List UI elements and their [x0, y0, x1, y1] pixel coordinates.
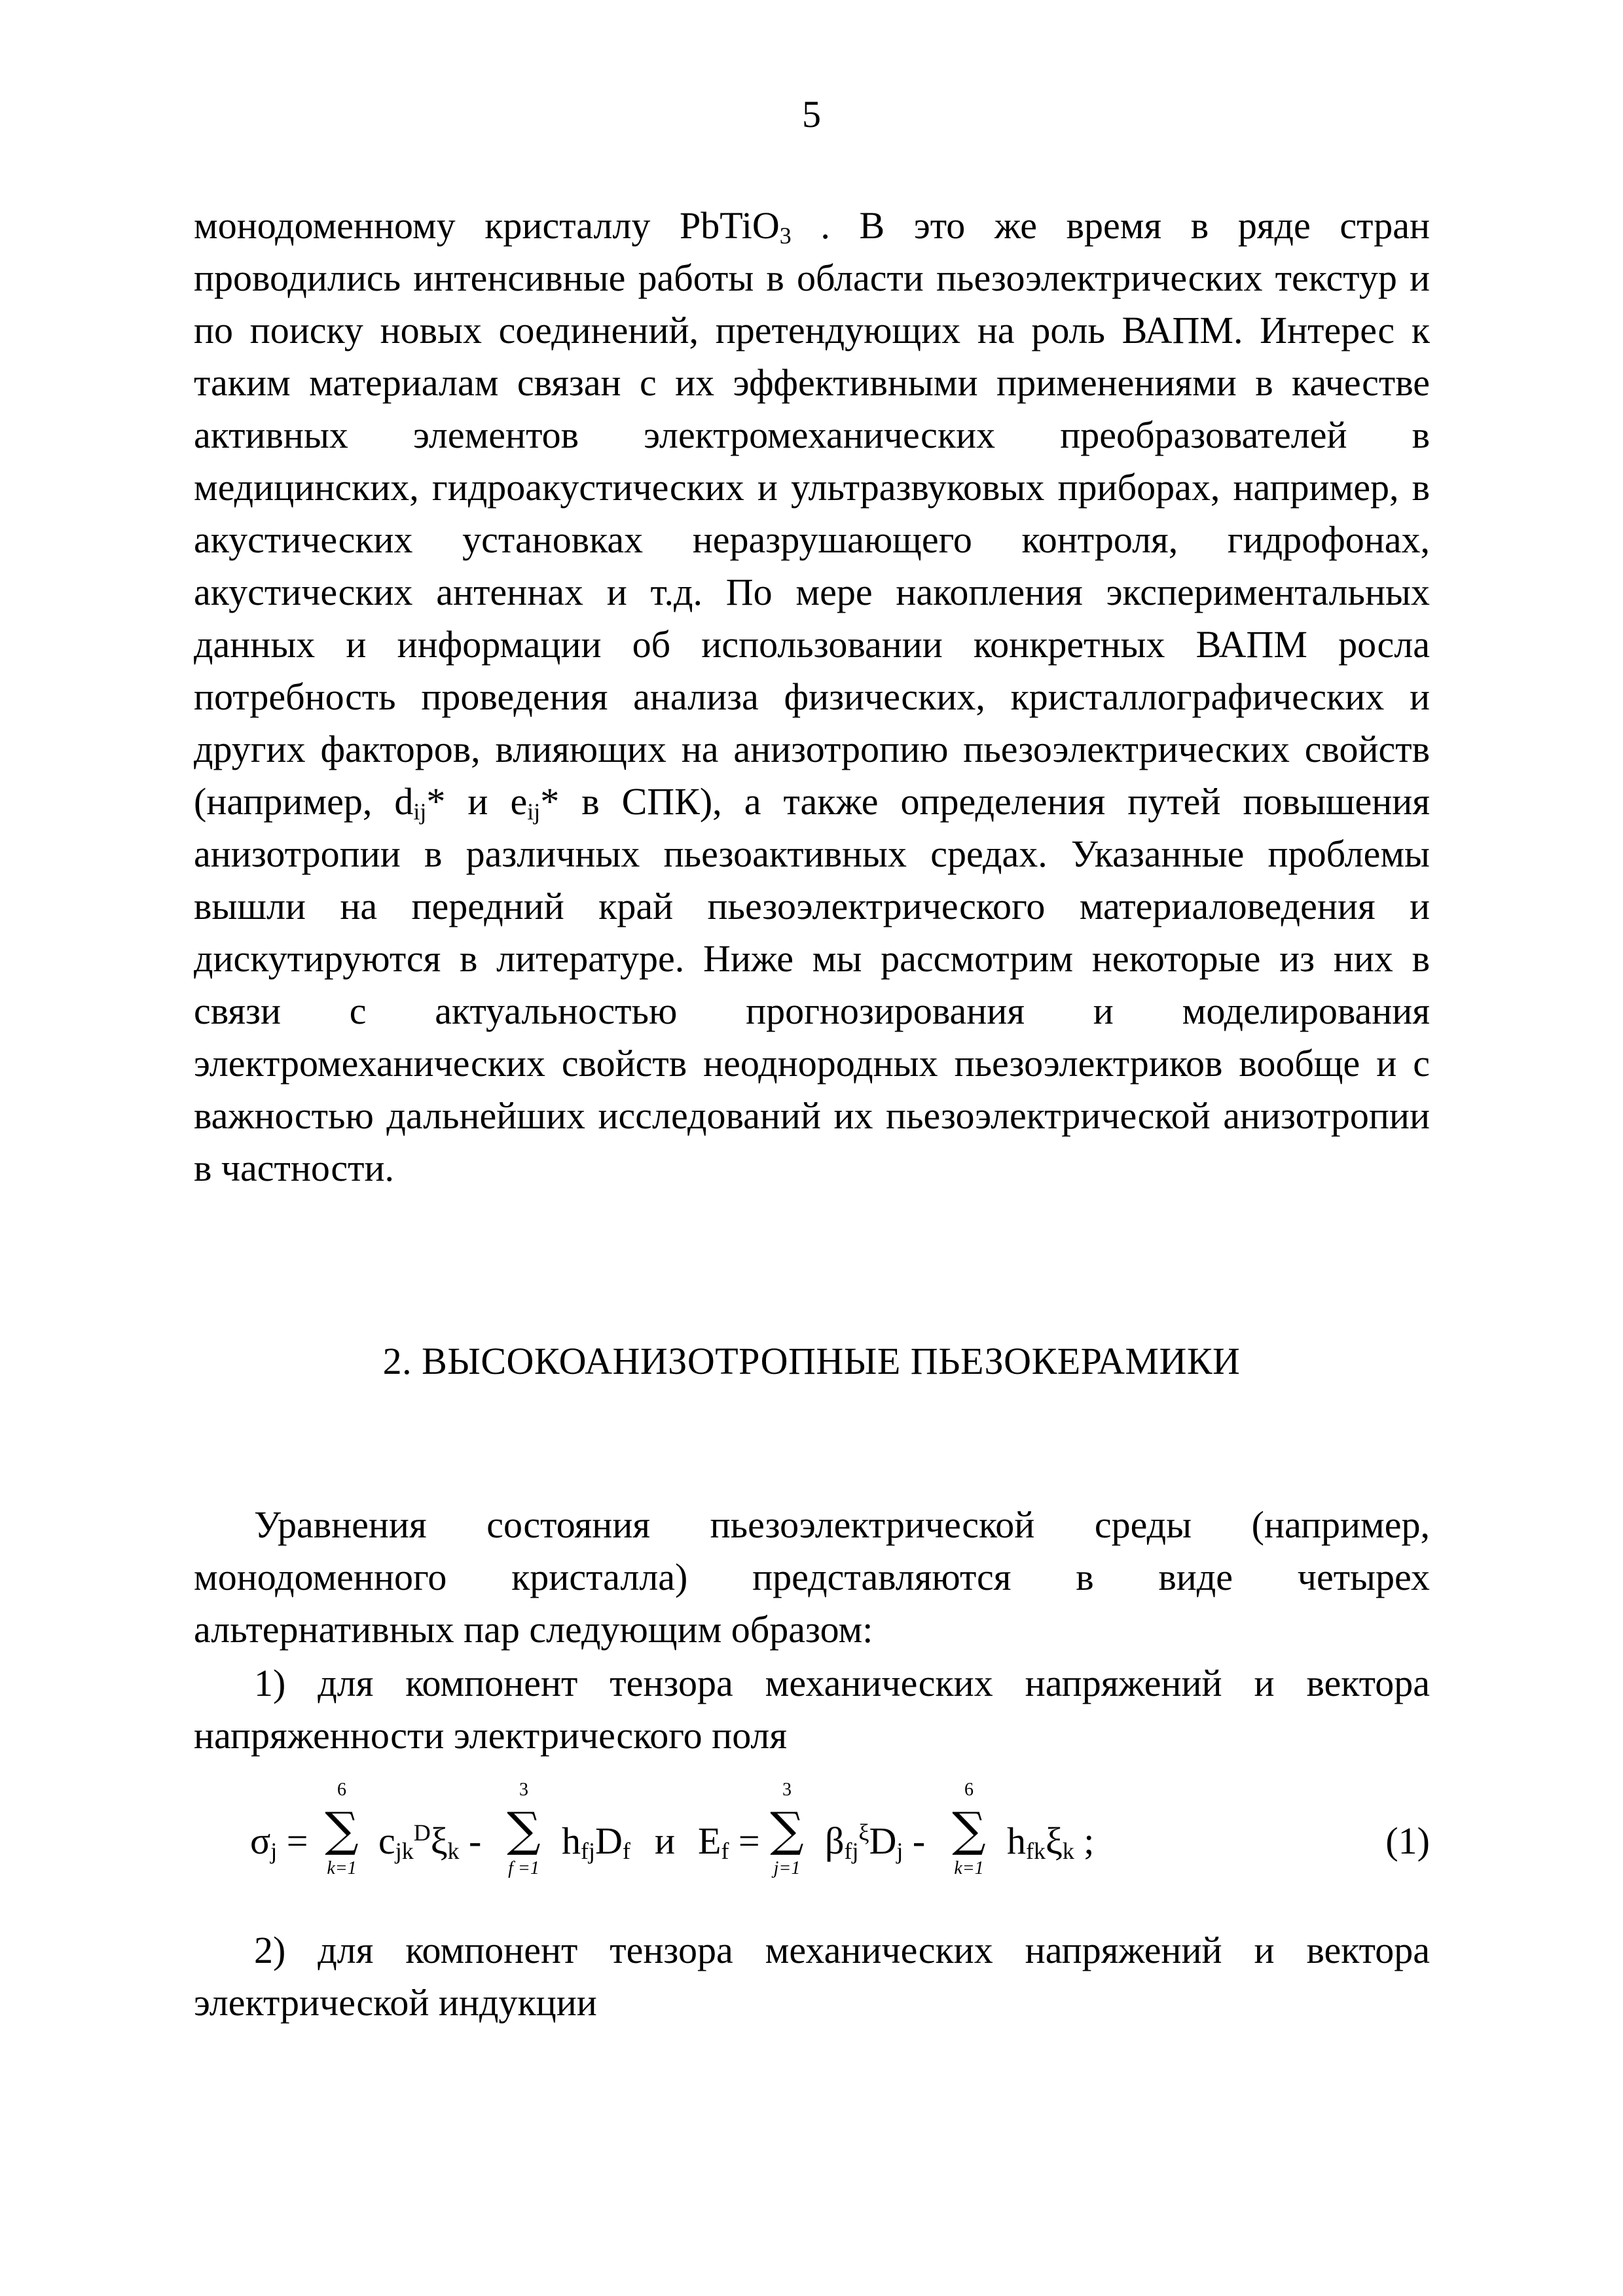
text-line: электромеханических свойств неоднородных пьезоэлектриков вообще и с: [194, 1042, 1430, 1085]
subscript: ij: [527, 798, 541, 825]
text-line: акустических антеннах и т.д. По мере накопления экспериментальных: [194, 571, 1430, 613]
text-line: проводились интенсивные работы в области пьезоэлектрических текстур и: [194, 257, 1430, 299]
paragraph-case-1: [194, 1657, 1430, 1762]
subscript: ij: [413, 798, 427, 825]
paragraph-intro: [194, 200, 1430, 1194]
page-number: 5: [802, 93, 821, 135]
text-line: связи с актуальностью прогнозирования и моделирования: [194, 990, 1430, 1032]
equation-term: $c_{jk}^D\xi_k$ -: [378, 1820, 482, 1864]
equation-lhs-e: $E_f$ =: [698, 1820, 760, 1864]
text-line: медицинских, гидроакустических и ультразвуковых приборах, например, в: [194, 466, 1430, 509]
text-line: дискутируются в литературе. Ниже мы рассмотрим некоторые из них в: [194, 937, 1430, 980]
text-line: альтернативных пар следующим образом:: [194, 1608, 873, 1651]
paragraph-case-2: [194, 1924, 1430, 2029]
summation-symbol: 6 ∑ k=1: [325, 1780, 359, 1878]
text-line: напряженности электрического поля: [194, 1714, 788, 1757]
text-line: активных элементов электромеханических преобразователей в: [194, 414, 1430, 456]
equation-number: (1): [1385, 1820, 1430, 1862]
equation-term: $h_{fk}\xi_k$ ;: [1007, 1820, 1095, 1864]
text-line: монодоменному кристаллу PbTiO$_3$ . В это же время в ряде стран: [194, 204, 1430, 249]
equation-1: [194, 1780, 1430, 1892]
equation-term: $h_{fj}D_f$: [562, 1820, 630, 1864]
equation-lhs-sigma: $\sigma_j$ =: [250, 1820, 308, 1864]
text-line: (например, $d_{ij}*$ и $e_{ij}*$ в СПК), а также определения путей повышения: [194, 780, 1430, 825]
subscript: 3: [779, 222, 792, 249]
text-line: монодоменного кристалла) представляются в виде четырех: [194, 1556, 1430, 1598]
text-line: Уравнения состояния пьезоэлектрической среды (например,: [254, 1503, 1430, 1546]
text-line: 2) для компонент тензора механических напряжений и вектора: [254, 1929, 1430, 1971]
text-line: вышли на передний край пьезоэлектрического материаловедения и: [194, 885, 1430, 927]
text-line: потребность проведения анализа физических, кристаллографических и: [194, 675, 1430, 718]
summation-symbol: 3 ∑ f =1: [507, 1780, 541, 1878]
summation-symbol: 6 ∑ k=1: [952, 1780, 986, 1878]
summation-symbol: 3 ∑ j=1: [770, 1780, 804, 1878]
text-line: 1) для компонент тензора механических напряжений и вектора: [254, 1662, 1430, 1704]
text-line: электрической индукции: [194, 1981, 597, 2024]
text-line: важностью дальнейших исследований их пьезоэлектрической анизотропии: [194, 1094, 1430, 1137]
text-line: данных и информации об использовании конкретных ВАПМ росла: [194, 623, 1430, 666]
text-line: анизотропии в различных пьезоактивных средах. Указанные проблемы: [194, 833, 1430, 875]
text-line: в частности.: [194, 1147, 395, 1189]
text-line: акустических установках неразрушающего контроля, гидрофонах,: [194, 518, 1430, 561]
text-line: таким материалам связан с их эффективными применениями в качестве: [194, 361, 1430, 404]
equation-term: $\beta_{fj}^\xi D_j$ -: [825, 1820, 926, 1864]
equation-conjunction: и: [655, 1820, 676, 1862]
text-line: других факторов, влияющих на анизотропию пьезоэлектрических свойств: [194, 728, 1430, 770]
section-heading: 2. ВЫСОКОАНИЗОТРОПНЫЕ ПЬЕЗОКЕРАМИКИ: [382, 1340, 1241, 1382]
text-line: по поиску новых соединений, претендующих на роль ВАПМ. Интерес к: [194, 309, 1430, 351]
paragraph-state-equations: [194, 1499, 1430, 1656]
